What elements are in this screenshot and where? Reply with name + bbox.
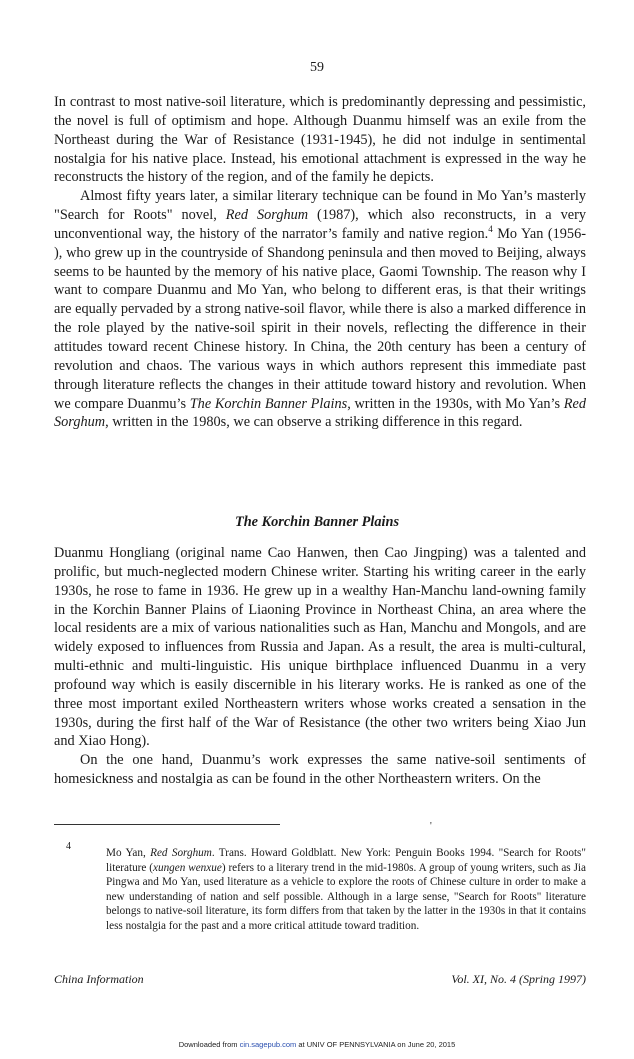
text-run: ) refers to a literary trend in the mid-1980s. A group of young writers, such as Jia Pingwa and Mo Yan, used literature as a vehicle to explore the roots of Chinese culture in order to make a new understanding of nation and self possible. Although in a large sense, "Search for Roots" literature belongs to native-soil literature, its form differs from that taken by the latter in the 1930s in that it contains less nostalgia for the past and a more critical attitude toward tradition. [106, 861, 587, 932]
download-suffix: at UNIV OF PENNSYLVANIA on June 20, 2015 [296, 1040, 456, 1049]
italic-title: The Korchin Banner Plains [189, 395, 348, 412]
text-run: Duanmu Hongliang (original name Cao Hanwen, then Cao Jingping) was a talented and prolific, but much-neglected modern Chinese writer. Starting his writing career in the early 1930s, he rose to fame in 1936. He grew up in a wealthy Han-Manchu land-owning family in the Korchin Banner Plains of Liaoning Province in Northeast China, an area where the local residents are a mix of various nationalities such as Han, Manchu and Mongols, and are widely exposed to influences from Russia and Japan. As a result, the area is multi-cultural, multi-ethnic and multi-linguistic. His unique birthplace influenced Duanmu in a very profound way which is easily discernible in his literary works. He is ranked as one of the three most important exiled Northeastern writers whose works created a sensation in the 1930s, during the first half of the War of Resistance (the other two writers being Xiao Jun and Xiao Hong). [54, 545, 586, 750]
text-run: Mo Yan, [106, 847, 151, 859]
source-link[interactable]: cin.sagepub.com [239, 1040, 297, 1049]
italic-title: Red Sorghum [225, 207, 309, 224]
paragraph [54, 187, 586, 432]
footnote-marker: 4 [66, 841, 71, 852]
body-text-after-heading [54, 544, 586, 789]
section-heading: The Korchin Banner Plains [234, 514, 400, 530]
footnote-text [106, 846, 586, 933]
text-run: , written in the 1980s, we can observe a striking difference in this regard. [105, 414, 523, 431]
journal-name: China Information [54, 972, 144, 986]
text-run: In contrast to most native-soil literature, which is predominantly depressing and pessimistic, the novel is full of optimism and hope. Although Duanmu himself was an exile from the Northeast during the War of Resistance (1931-1945), he did not indulge in sentimental nostalgia for his native place. Instead, his emotional attachment is expressed in the way he reconstructs the history of the region, and of the family he depicts. [54, 94, 586, 186]
text-run: Mo Yan (1956- ), who grew up in the countryside of Shandong peninsula and then moved to Beijing, always seems to be haunted by the memory of his native place, Gaomi Township. The reason why I want to compare Duanmu and Mo Yan, who belong to different eras, is that their writings are equally pervaded by a strong native-soil flavor, while there is also a marked difference in the role played by the native-soil spirit in their novels, reflecting the difference in their attitudes toward recent Chinese history. In China, the 20th century has been a century of revolution and chaos. The various ways in which authors represent this immediate past through literature reflects the changes in their attitude toward history and revolution. When we compare Duanmu’s [54, 225, 586, 412]
paragraph [54, 751, 586, 789]
footnote-divider [54, 824, 280, 825]
text-run: Almost fifty years later, a similar literary technique can be found in Mo Yan’s masterly "Search for Roots" novel, [54, 188, 586, 224]
paragraph [54, 93, 586, 187]
text-run: On the one hand, Duanmu’s work expresses the same native-soil sentiments of homesickness and nostalgia as can be found in the other Northeastern writers. On the [54, 752, 586, 788]
journal-issue: Vol. XI, No. 4 (Spring 1997) [451, 972, 586, 986]
text-run: (1987), which also reconstructs, in a very unconventional way, the history of the narrator’s family and native region. [54, 207, 586, 242]
text-run: . Trans. Howard Goldblatt. New York: Penguin Books 1994. "Search for Roots" literature ( [106, 847, 586, 874]
download-prefix: Downloaded from [178, 1040, 240, 1049]
footnote-reference: 4 [488, 223, 493, 234]
page-number: 59 [310, 60, 324, 75]
paragraph [54, 544, 586, 751]
italic-title: xungen wenxue [153, 861, 222, 874]
italic-title: Red Sorghum [54, 395, 586, 431]
italic-title: Red Sorghum [150, 847, 212, 859]
download-notice [0, 1040, 634, 1049]
text-run: , written in the 1930s, with Mo Yan’s [347, 395, 564, 412]
footnote [54, 841, 587, 933]
body-text-before-heading [54, 93, 586, 432]
stray-mark: ' [430, 821, 432, 832]
